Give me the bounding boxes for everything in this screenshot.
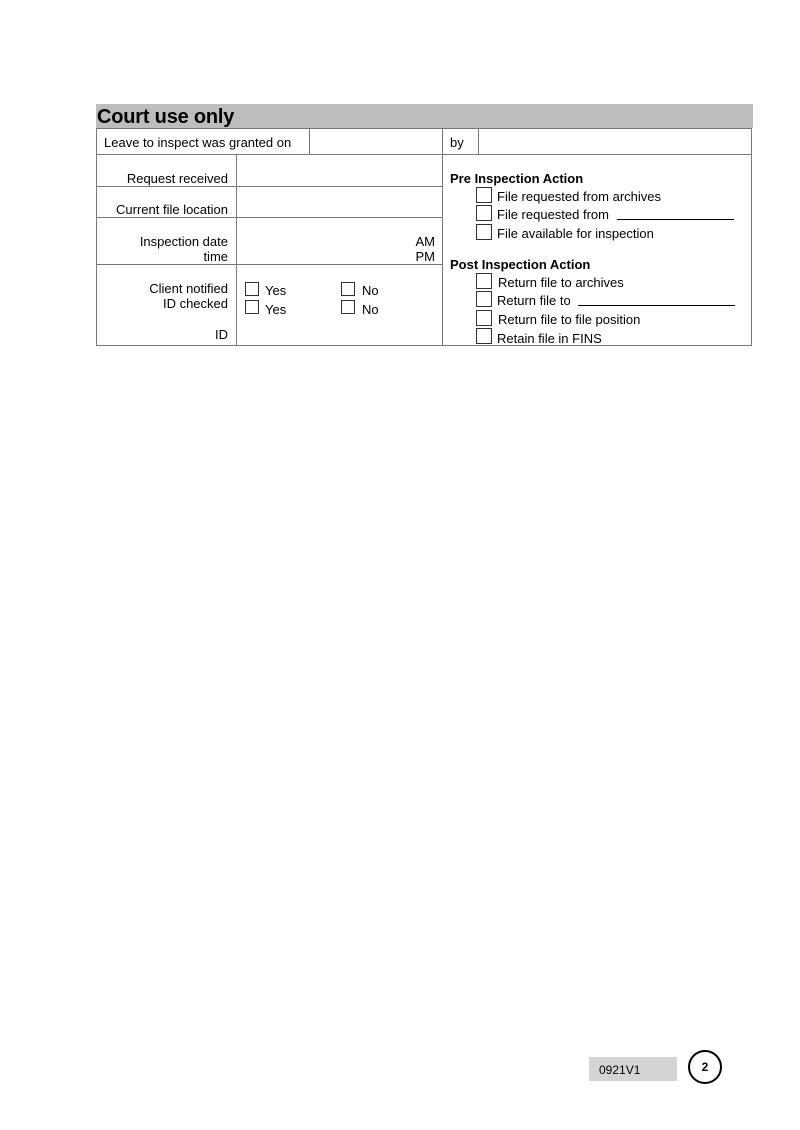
return-file-to-archives-label: Return file to archives — [498, 275, 624, 290]
pre-inspection-heading: Pre Inspection Action — [450, 171, 584, 186]
return-file-to-archives-checkbox[interactable] — [476, 273, 492, 289]
return-file-to-file-position-label: Return file to file position — [498, 312, 641, 327]
retain-file-in-fins-checkbox[interactable] — [476, 328, 492, 344]
id-checked-no-label: No — [362, 302, 379, 317]
file-requested-from-label: File requested from — [497, 207, 609, 222]
id-field[interactable] — [237, 320, 441, 344]
inspection-date-label: Inspection date — [139, 234, 228, 249]
file-requested-from-checkbox[interactable] — [476, 205, 492, 221]
file-requested-from-blank[interactable] — [617, 219, 734, 220]
retain-file-in-fins-label: Retain file in FINS — [497, 331, 602, 346]
return-file-to-checkbox[interactable] — [476, 291, 492, 307]
current-file-location-label: Current file location — [116, 202, 228, 217]
id-checked-yes-label: Yes — [265, 302, 287, 317]
request-received-label: Request received — [126, 171, 228, 186]
client-notified-no-label: No — [362, 283, 379, 298]
id-checked-yes-checkbox[interactable] — [245, 300, 259, 314]
file-available-label: File available for inspection — [497, 226, 654, 241]
request-received-field[interactable] — [237, 155, 441, 185]
section-title: Court use only — [97, 106, 235, 128]
client-notified-yes-label: Yes — [265, 283, 287, 298]
current-file-location-field[interactable] — [237, 186, 441, 216]
return-file-to-file-position-checkbox[interactable] — [476, 310, 492, 326]
post-inspection-heading: Post Inspection Action — [450, 257, 591, 272]
pm-label: PM — [415, 249, 435, 264]
return-file-to-blank[interactable] — [578, 305, 735, 306]
leave-granted-date-field[interactable] — [310, 130, 441, 152]
client-notified-label: Client notified — [149, 281, 228, 296]
id-label: ID — [215, 327, 228, 342]
granted-by-label: by — [450, 135, 464, 150]
page-number: 2 — [688, 1050, 722, 1084]
client-notified-no-checkbox[interactable] — [341, 282, 355, 296]
id-checked-no-checkbox[interactable] — [341, 300, 355, 314]
row-divider — [97, 264, 442, 265]
file-requested-from-archives-checkbox[interactable] — [476, 187, 492, 203]
center-divider — [442, 129, 443, 345]
form-code: 0921V1 — [599, 1063, 641, 1077]
granted-by-field[interactable] — [479, 130, 751, 152]
id-checked-label: ID checked — [162, 296, 228, 311]
file-available-checkbox[interactable] — [476, 224, 492, 240]
leave-granted-label: Leave to inspect was granted on — [104, 135, 292, 150]
return-file-to-label: Return file to — [497, 293, 571, 308]
inspection-time-label: time — [203, 249, 228, 264]
inspection-date-time-field[interactable] — [237, 218, 407, 263]
client-notified-yes-checkbox[interactable] — [245, 282, 259, 296]
file-requested-from-archives-label: File requested from archives — [497, 189, 662, 204]
am-label: AM — [415, 234, 435, 249]
